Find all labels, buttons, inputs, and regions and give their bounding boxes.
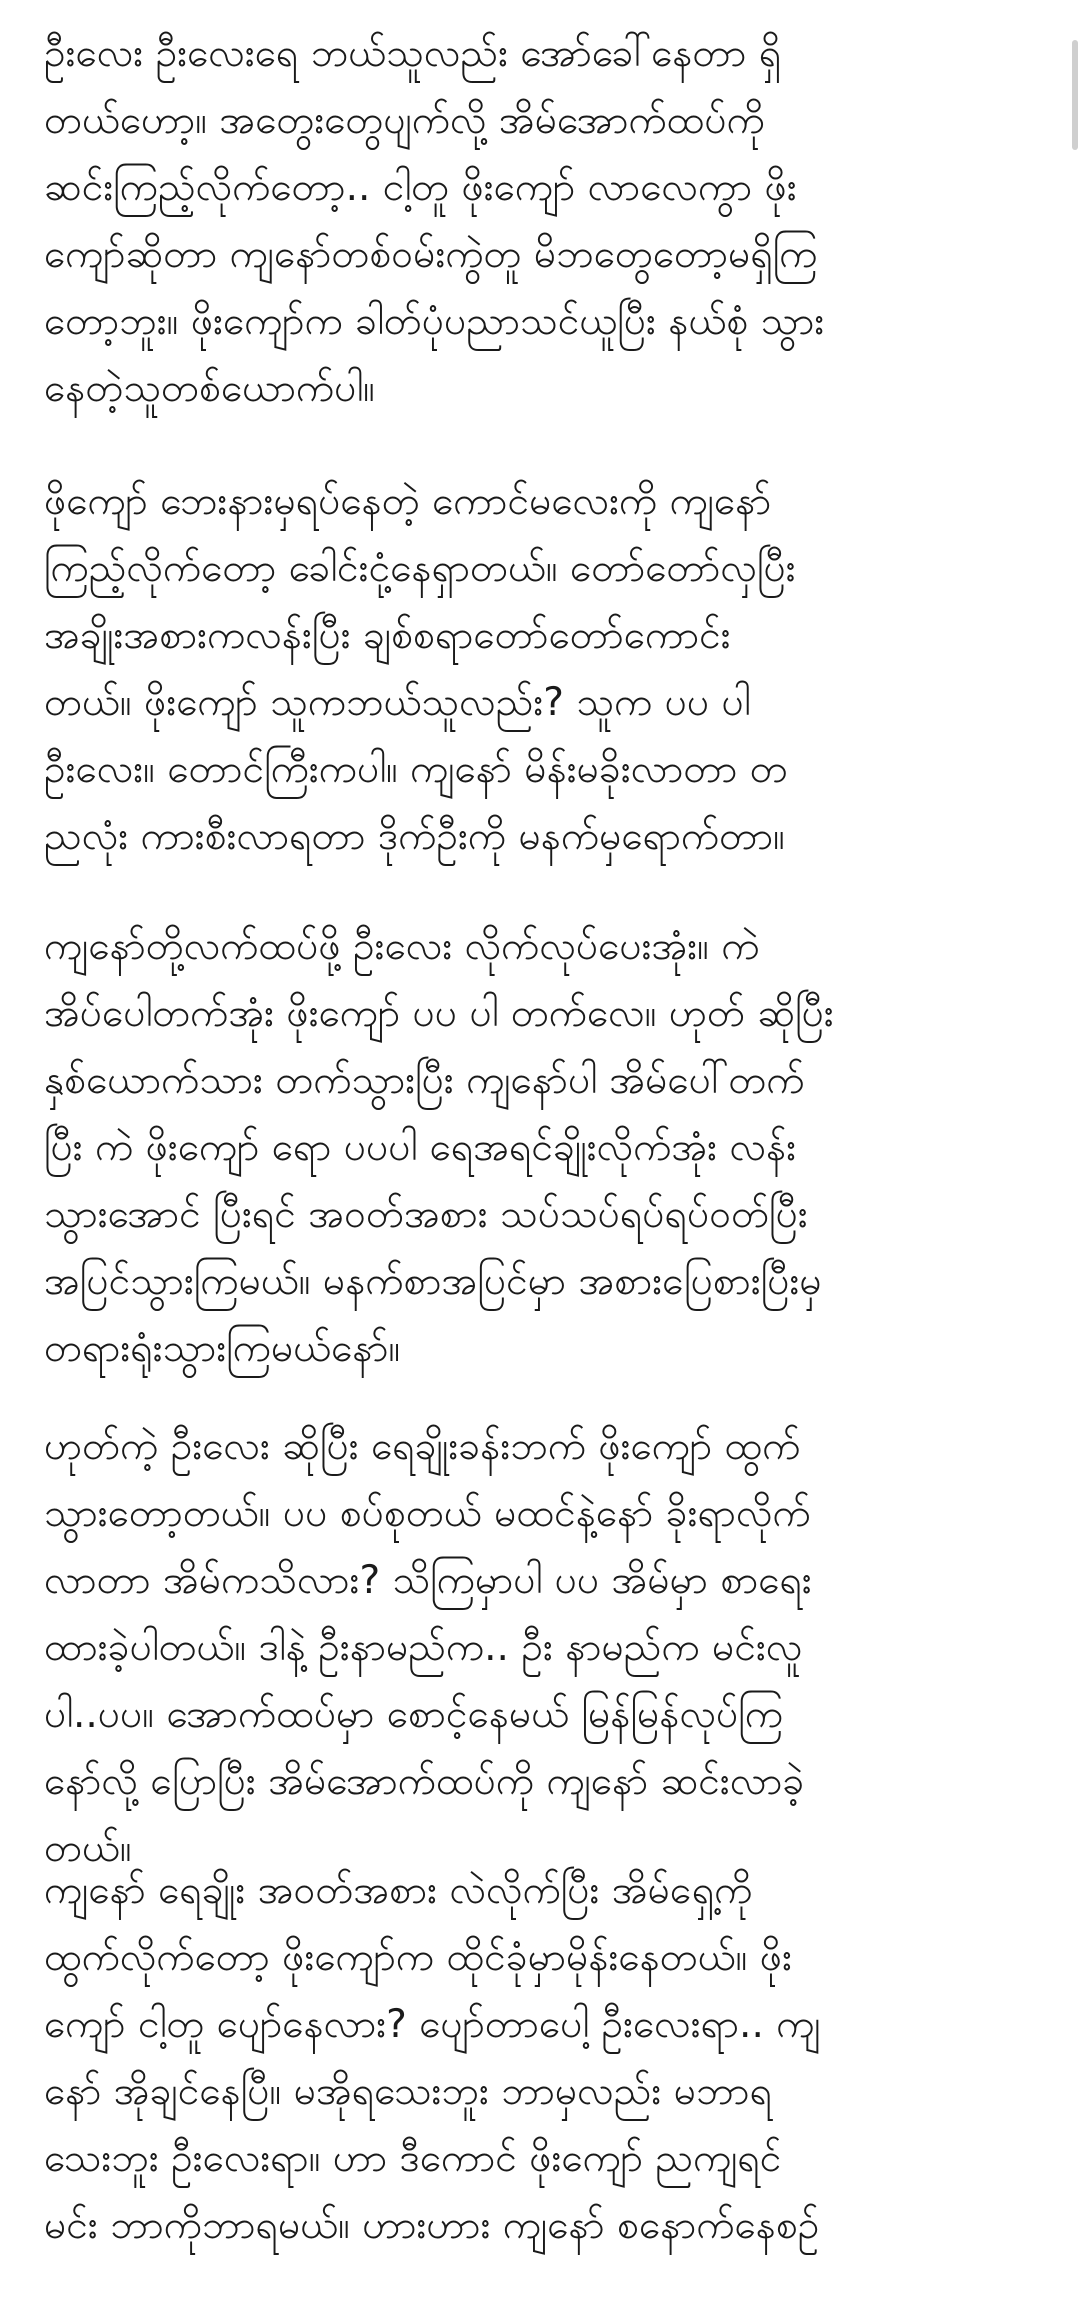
paragraph-line: ထားခဲ့ပါတယ်။ ဒါနဲ့ ဦးနာမည်က.. ဦး နာမည်က မင်းလူ bbox=[44, 1625, 803, 1670]
paragraph-line: ကျော်ဆိုတာ ကျနော်တစ်ဝမ်းကွဲတူ မိဘတွေတော့မရှိကြ bbox=[44, 232, 818, 277]
paragraph-line: သေးဘူး ဦးလေးရာ။ ဟာ ဒီကောင် ဖိုးကျော် ညကျရင် bbox=[44, 2136, 782, 2181]
paragraph-5 bbox=[44, 1857, 1052, 2259]
paragraph-line: နှစ်ယောက်သား တက်သွားပြီး ကျနော်ပါ အိမ်ပေါ်တက် bbox=[44, 1058, 805, 1103]
paragraph-line: နော် အိုချင်နေပြီ။ မအိုရသေးဘူး ဘာမှလည်း မဘာရ bbox=[44, 2069, 772, 2114]
paragraph-line: ဖိုကျော် ဘေးနားမှရပ်နေတဲ့ ကောင်မလေးကို ကျနော် bbox=[44, 479, 772, 524]
paragraph-2 bbox=[44, 468, 1052, 870]
paragraph-line: ဦးလေး ဦးလေးရေ ဘယ်သူလည်း အော်ခေါ်နေတာ ရှိ bbox=[44, 31, 782, 76]
paragraph-line: နေတဲ့သူတစ်ယောက်ပါ။ bbox=[44, 366, 375, 411]
paragraph-line: တယ်။ bbox=[44, 1826, 132, 1871]
paragraph-line: ကျနော်တို့လက်ထပ်ဖို့ ဦးလေး လိုက်လုပ်ပေးအုံး။ ကဲ bbox=[44, 924, 760, 969]
paragraph-line: တယ်။ ဖိုးကျော် သူကဘယ်သူလည်း? သူက ပပ ပါ bbox=[44, 680, 751, 725]
paragraph-line: ကျော် ငါ့တူ ပျော်နေလား? ပျော်တာပေါ့ ဦးလေးရာ.. ကျ bbox=[44, 2002, 821, 2047]
paragraph-line: ညလုံး ကားစီးလာရတာ ဒိုက်ဦးကို မနက်မှရောက်တာ။ bbox=[44, 814, 785, 859]
paragraph-line: ပြီး ကဲ ဖိုးကျော် ရော ပပပါ ရေအရင်ချိုးလိုက်အုံး လန်း bbox=[44, 1125, 797, 1170]
paragraph-3 bbox=[44, 913, 1052, 1382]
paragraph-line: အိပ်ပေါတက်အုံး ဖိုးကျော် ပပ ပါ တက်လေ။ ဟုတ် ဆိုပြီး bbox=[44, 991, 834, 1036]
vertical-scrollbar[interactable] bbox=[1070, 0, 1080, 2300]
paragraph-line: အပြင်သွားကြမယ်။ မနက်စာအပြင်မှာ အစားပြေစားပြီးမှ bbox=[44, 1259, 822, 1304]
paragraph-line: သွားတော့တယ်။ ပပ စပ်စုတယ် မထင်နဲ့နော် ခိုးရာလိုက် bbox=[44, 1491, 811, 1536]
paragraph-line: တယ်ဟော့။ အတွေးတွေပျက်လို့ အိမ်အောက်ထပ်ကို bbox=[44, 98, 765, 143]
paragraph-4 bbox=[44, 1413, 1052, 1882]
paragraph-line: ကျနော် ရေချိုး အဝတ်အစား လဲလိုက်ပြီး အိမ်ရှေ့ကို bbox=[44, 1868, 753, 1913]
paragraph-line: ဆင်းကြည့်လိုက်တော့.. ငါ့တူ ဖိုးကျော် လာလေကွာ ဖိုး bbox=[44, 165, 797, 210]
paragraph-line: မင်း ဘာကိုဘာရမယ်။ ဟားဟား ကျနော် စနောက်နေစဉ် bbox=[44, 2203, 820, 2248]
paragraph-line: ပါ..ပပ။ အောက်ထပ်မှာ စောင့်နေမယ် မြန်မြန်လုပ်ကြ bbox=[44, 1692, 784, 1737]
paragraph-line: လာတာ အိမ်ကသိလား? သိကြမှာပါ ပပ အိမ်မှာ စာရေး bbox=[44, 1558, 812, 1603]
paragraph-line: ကြည့်လိုက်တော့ ခေါင်းငုံ့နေရှာတယ်။ တော်တော်လှပြီး bbox=[44, 546, 796, 591]
paragraph-line: တော့ဘူး။ ဖိုးကျော်က ခါတ်ပုံပညာသင်ယူပြီး နယ်စုံ သွား bbox=[44, 299, 825, 344]
paragraph-line: တရားရုံးသွားကြမယ်နော်။ bbox=[44, 1326, 401, 1371]
paragraph-1 bbox=[44, 20, 1052, 422]
paragraph-line: အချိုးအစားကလန်းပြီး ချစ်စရာတော်တော်ကောင်း bbox=[44, 613, 731, 658]
paragraph-line: ဟုတ်ကဲ့ ဦးလေး ဆိုပြီး ရေချိုးခန်းဘက် ဖိုးကျော် ထွက် bbox=[44, 1424, 801, 1469]
paragraph-line: သွားအောင် ပြီးရင် အဝတ်အစား သပ်သပ်ရပ်ရပ်ဝတ်ပြီး bbox=[44, 1192, 808, 1237]
paragraph-line: ထွက်လိုက်တော့ ဖိုးကျော်က ထိုင်ခုံမှာမိုန်းနေတယ်။ ဖိုး bbox=[44, 1935, 792, 1980]
scrollbar-thumb[interactable] bbox=[1072, 40, 1078, 150]
paragraph-line: နော်လို့ ပြောပြီး အိမ်အောက်ထပ်ကို ကျနော် ဆင်းလာခဲ့ bbox=[44, 1759, 805, 1804]
paragraph-line: ဦးလေး။ တောင်ကြီးကပါ။ ကျနော် မိန်းမခိုးလာတာ တ bbox=[44, 747, 788, 792]
